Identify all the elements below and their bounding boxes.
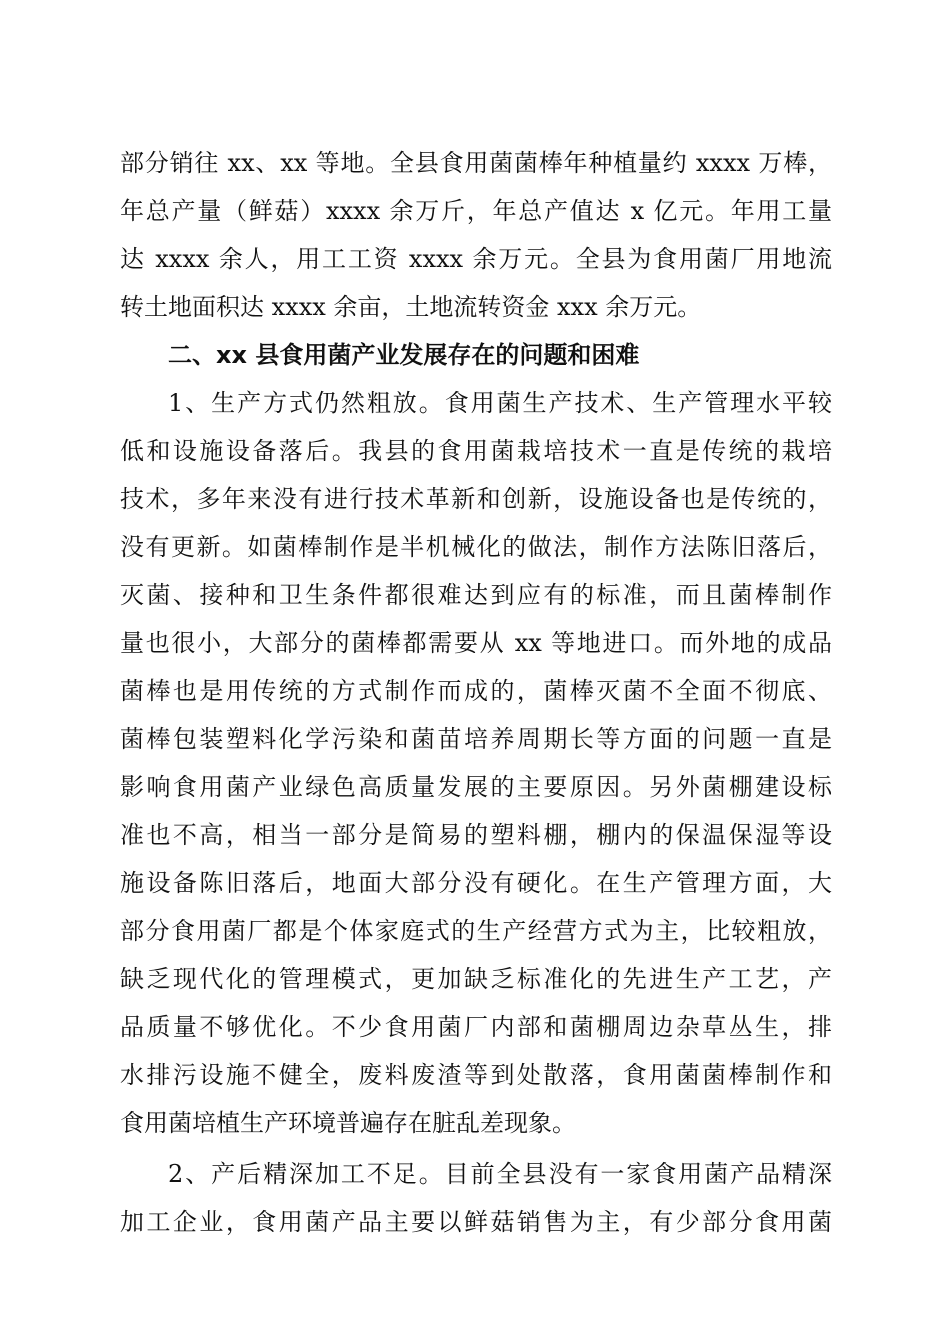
text-line: 转土地面积达 xxxx 余亩，土地流转资金 xxx 余万元。 xyxy=(120,293,702,321)
text-line: 施设备陈旧落后，地面大部分没有硬化。在生产管理方面，大 xyxy=(120,869,832,897)
text-line: 低和设施设备落后。我县的食用菌栽培技术一直是传统的栽培 xyxy=(120,437,832,465)
text-line: 灭菌、接种和卫生条件都很难达到应有的标准，而且菌棒制作 xyxy=(120,581,832,609)
text-line: 1、生产方式仍然粗放。食用菌生产技术、生产管理水平较 xyxy=(168,389,832,417)
text-line: 量也很小，大部分的菌棒都需要从 xx 等地进口。而外地的成品 xyxy=(120,629,832,657)
text-line: 2、产后精深加工不足。目前全县没有一家食用菌产品精深 xyxy=(168,1160,832,1188)
text-line: 准也不高，相当一部分是简易的塑料棚，棚内的保温保湿等设 xyxy=(120,821,832,849)
text-line: 年总产量（鲜菇）xxxx 余万斤，年总产值达 x 亿元。年用工量 xyxy=(120,197,832,225)
text-line: 加工企业，食用菌产品主要以鲜菇销售为主，有少部分食用菌 xyxy=(120,1208,832,1236)
text-line: 达 xxxx 余人，用工工资 xxxx 余万元。全县为食用菌厂用地流 xyxy=(120,245,832,273)
text-line: 没有更新。如菌棒制作是半机械化的做法，制作方法陈旧落后， xyxy=(120,533,832,561)
text-line: 菌棒也是用传统的方式制作而成的，菌棒灭菌不全面不彻底、 xyxy=(120,677,832,705)
text-line: 缺乏现代化的管理模式，更加缺乏标准化的先进生产工艺，产 xyxy=(120,965,832,993)
text-line: 品质量不够优化。不少食用菌厂内部和菌棚周边杂草丛生，排 xyxy=(120,1013,832,1041)
text-line: 部分销往 xx、xx 等地。全县食用菌菌棒年种植量约 xxxx 万棒， xyxy=(120,149,832,177)
text-line: 影响食用菌产业绿色高质量发展的主要原因。另外菌棚建设标 xyxy=(120,773,832,801)
text-line: 部分食用菌厂都是个体家庭式的生产经营方式为主，比较粗放， xyxy=(120,917,832,945)
text-line: 技术，多年来没有进行技术革新和创新，设施设备也是传统的， xyxy=(120,485,832,513)
text-line: 食用菌培植生产环境普遍存在脏乱差现象。 xyxy=(120,1109,576,1137)
text-line: 水排污设施不健全，废料废渣等到处散落，食用菌菌棒制作和 xyxy=(120,1061,832,1089)
text-line: 菌棒包装塑料化学污染和菌苗培养周期长等方面的问题一直是 xyxy=(120,725,832,753)
section-heading: 二、xx 县食用菌产业发展存在的问题和困难 xyxy=(168,341,640,369)
